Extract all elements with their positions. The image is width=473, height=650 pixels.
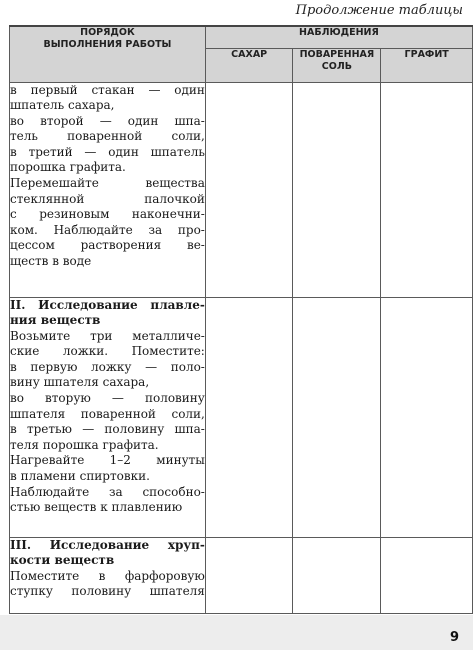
procedure-line: шпателя поваренной соли, [10,406,205,421]
procedure-line: в первый стакан — один [10,82,205,97]
section-title-line: кости веществ [10,553,115,568]
procedure-line: порошка графита. [10,160,126,175]
table-continuation-caption: Продолжение таблицы [295,3,463,18]
procedure-line: теля порошка графита. [10,437,159,452]
observations-group-header: НАБЛЮДЕНИЯ [205,26,472,48]
procedure-line: в третью — половину шпа- [10,422,205,437]
salt-observation-cell[interactable] [293,297,381,537]
procedure-line: во вторую — половину [10,391,205,406]
graphite-observation-cell[interactable] [381,297,473,537]
section-title-line: III. Исследование хруп- [10,537,205,552]
procedure-column-header [10,26,206,82]
procedure-line: ские ложки. Поместите: [10,344,205,359]
procedure-line: во второй — один шпа- [10,113,205,128]
sugar-observation-cell[interactable] [205,537,293,613]
graphite-observation-cell[interactable] [381,537,473,613]
procedure-line: ком. Наблюдайте за про- [10,222,205,237]
procedure-line: Перемешайте вещества [10,176,205,191]
procedure-line: в третий — один шпатель [10,144,205,159]
procedure-line: ществ в воде [10,254,92,269]
salt-header-line2: СОЛЬ [321,60,352,72]
procedure-line: в пламени спиртовки. [10,469,150,484]
section-title-line: ния веществ [10,313,101,328]
procedure-cell [10,537,206,613]
procedure-line: вину шпателя сахара, [10,375,150,390]
salt-observation-cell[interactable] [293,82,381,297]
procedure-line: тель поваренной соли, [10,129,205,144]
procedure-line: Наблюдайте за способно- [10,484,205,499]
table-row [10,297,473,537]
procedure-header-line1: ПОРЯДОК [80,27,135,38]
page-footer-bar [0,615,473,650]
observations-table [9,25,473,614]
procedure-line: Возьмите три металличе- [10,328,205,343]
procedure-line: стью веществ к плавлению [10,500,183,515]
procedure-header-line2: ВЫПОЛНЕНИЯ РАБОТЫ [43,39,172,50]
salt-header-line1: ПОВАРЕННАЯ [299,48,375,60]
graphite-column-header: ГРАФИТ [381,48,473,82]
procedure-line: в первую ложку — поло- [10,359,205,374]
salt-observation-cell[interactable] [293,537,381,613]
section-title-line: II. Исследование плавле- [10,297,205,312]
procedure-line: ступку половину шпателя [10,584,205,599]
page-number: 9 [449,630,459,645]
sugar-column-header: САХАР [205,48,293,82]
sugar-observation-cell[interactable] [205,82,293,297]
procedure-cell [10,297,206,537]
procedure-line: стеклянной палочкой [10,191,205,206]
procedure-line: шпатель сахара, [10,98,115,113]
salt-column-header [293,48,381,82]
procedure-line: Поместите в фарфоровую [10,568,205,583]
sugar-observation-cell[interactable] [205,297,293,537]
procedure-line: цессом растворения ве- [10,238,205,253]
procedure-line: с резиновым наконечни- [10,207,205,222]
procedure-line: Нагревайте 1–2 минуты [10,453,205,468]
table-row [10,82,473,297]
table-row [10,537,473,613]
graphite-observation-cell[interactable] [381,82,473,297]
procedure-cell [10,82,206,297]
